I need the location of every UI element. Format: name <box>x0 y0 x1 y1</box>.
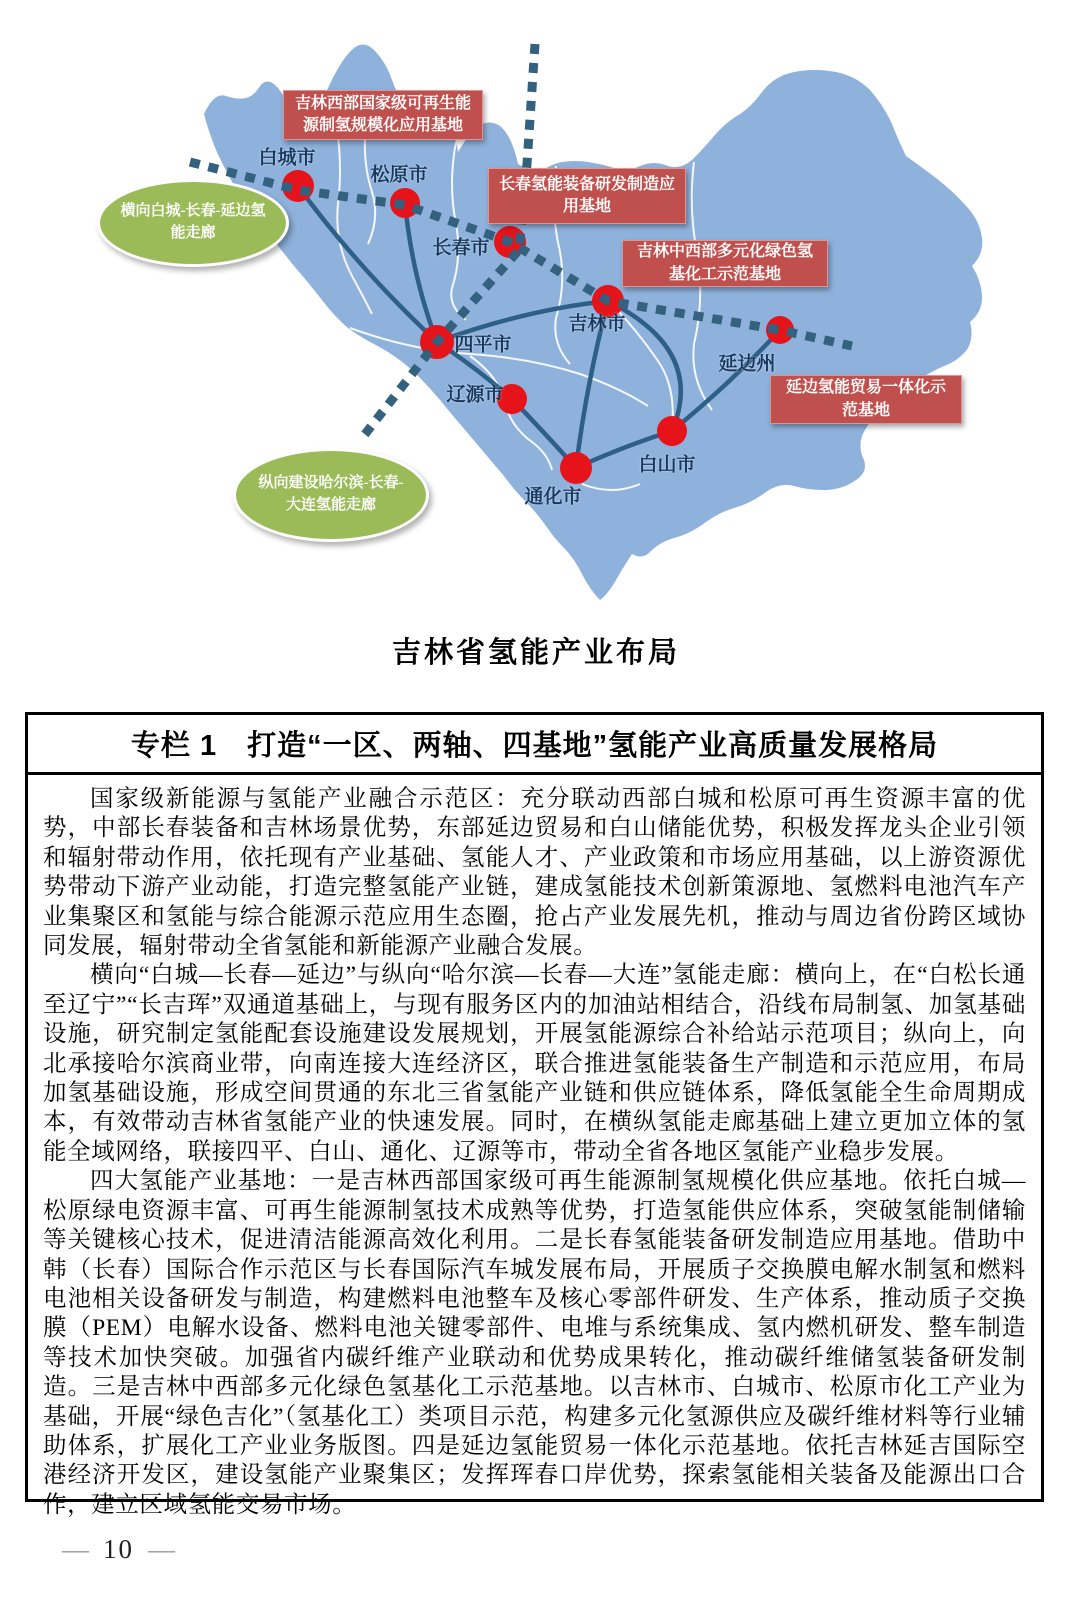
city-marker-songyuan <box>390 188 420 218</box>
city-marker-tonghua <box>560 452 592 484</box>
page-footer <box>48 1534 189 1565</box>
city-label-tonghua: 通化市 <box>524 486 582 508</box>
city-label-baishan: 白山市 <box>638 454 696 476</box>
footer-right-dash: — <box>148 1534 175 1564</box>
city-label-siping: 四平市 <box>454 334 512 356</box>
map-caption: 吉林省氢能产业布局 <box>391 637 680 669</box>
corridor-ellipse-vertical: 纵向建设哈尔滨-长春-大连氢能走廊 <box>233 448 429 542</box>
panel-paragraph-four-bases: 四大氢能产业基地：一是吉林西部国家级可再生能源制氢规模化供应基地。依托白城—松原绿电资源丰富、可再生能源制氢技术成熟等优势，打造氢能供应体系，突破氢能制储输等关键核心技术，促进清洁能源高效化利用。二是长春氢能装备研发制造应用基地。借助中韩（长春）国际合作示范区与长春国际汽车城发展布局，开展质子交换膜电解水制氢和燃料电池相关设备研发与制造，构建燃料电池整车及核心零部件研发、生产体系，推动质子交换膜（PEM）电解水设备、燃料电池关键零部件、电堆与系统集成、氢内燃机研发、整车制造等技术加快突破。加强省内碳纤维产业联动和优势成果转化，推动碳纤维储氢装备研发制造。三是吉林中西部多元化绿色氢基化工示范基地。以吉林市、白城市、松原市化工产业为基础，开展“绿色吉化”（氢基化工）类项目示范，构建多元化氢源供应及碳纤维材料等行业辅助体系，扩展化工产业业务版图。四是延边氢能贸易一体化示范基地。依托吉林延吉国际空港经济开发区，建设氢能产业聚集区；发挥珲春口岸优势，探索氢能相关装备及能源出口合作，建立区域氢能交易市场。 <box>43 1168 1026 1518</box>
panel-paragraph-corridors: 横向“白城—长春—延边”与纵向“哈尔滨—长春—大连”氢能走廊：横向上，在“白松长通至辽宁”“长吉珲”双通道基础上，与现有服务区内的加油站相结合，沿线布局制氢、加氢基础设施，研究制定氢能配套设施建设发展规划，开展氢能源综合补给站示范项目；纵向上，向北承接哈尔滨商业带，向南连接大连经济区，联合推进氢能装备生产制造和示范应用，布局加氢基础设施，形成空间贯通的东北三省氢能产业链和供应链体系，降低氢能全生命周期成本，有效带动吉林省氢能产业的快速发展。同时，在横纵氢能走廊基础上建立更加立体的氢能全域网络，联接四平、白山、通化、辽源等市，带动全省各地区氢能产业稳步发展。 <box>43 962 1026 1165</box>
base-box-changchun-equipment: 长春氢能装备研发制造应用基地 <box>488 168 686 224</box>
panel-title: 专栏 1 打造“一区、两轴、四基地”氢能产业高质量发展格局 <box>28 715 1041 775</box>
city-label-baicheng: 白城市 <box>258 147 316 169</box>
jilin-hydrogen-map <box>0 14 1072 618</box>
city-marker-baishan <box>657 416 687 446</box>
base-box-yanbian-trade: 延边氢能贸易一体化示范基地 <box>770 375 962 424</box>
map-canvas <box>0 14 1072 618</box>
base-box-west-renewable: 吉林西部国家级可再生能源制氢规模化应用基地 <box>283 90 483 140</box>
base-box-green-chemical: 吉林中西部多元化绿色氢基化工示范基地 <box>622 240 828 287</box>
page-number: 10 <box>103 1534 134 1564</box>
footer-left-dash: — <box>62 1534 89 1564</box>
city-label-yanbian: 延边州 <box>718 353 776 375</box>
column-panel <box>25 712 1044 1518</box>
city-label-songyuan: 松原市 <box>370 164 428 186</box>
panel-body <box>28 775 1041 1520</box>
city-label-liaoyuan: 辽源市 <box>446 384 504 406</box>
corridor-ellipse-horizontal: 横向白城-长春-延边氢能走廊 <box>97 179 289 267</box>
panel-paragraph-demonstration-zone: 国家级新能源与氢能产业融合示范区：充分联动西部白城和松原可再生资源丰富的优势，中部长春装备和吉林场景优势，东部延边贸易和白山储能优势，积极发挥龙头企业引领和辐射带动作用，依托现有产业基础、氢能人才、产业政策和市场应用基础，以上游资源优势带动下游产业动能，打造完整氢能产业链，建成氢能技术创新策源地、氢燃料电池汽车产业集聚区和氢能与综合能源示范应用生态圈，抢占产业发展先机，推动与周边省份跨区域协同发展，辐射带动全省氢能和新能源产业融合发展。 <box>43 786 1026 960</box>
city-label-jilinshi: 吉林市 <box>568 313 626 335</box>
city-label-changchun: 长春市 <box>432 237 490 259</box>
